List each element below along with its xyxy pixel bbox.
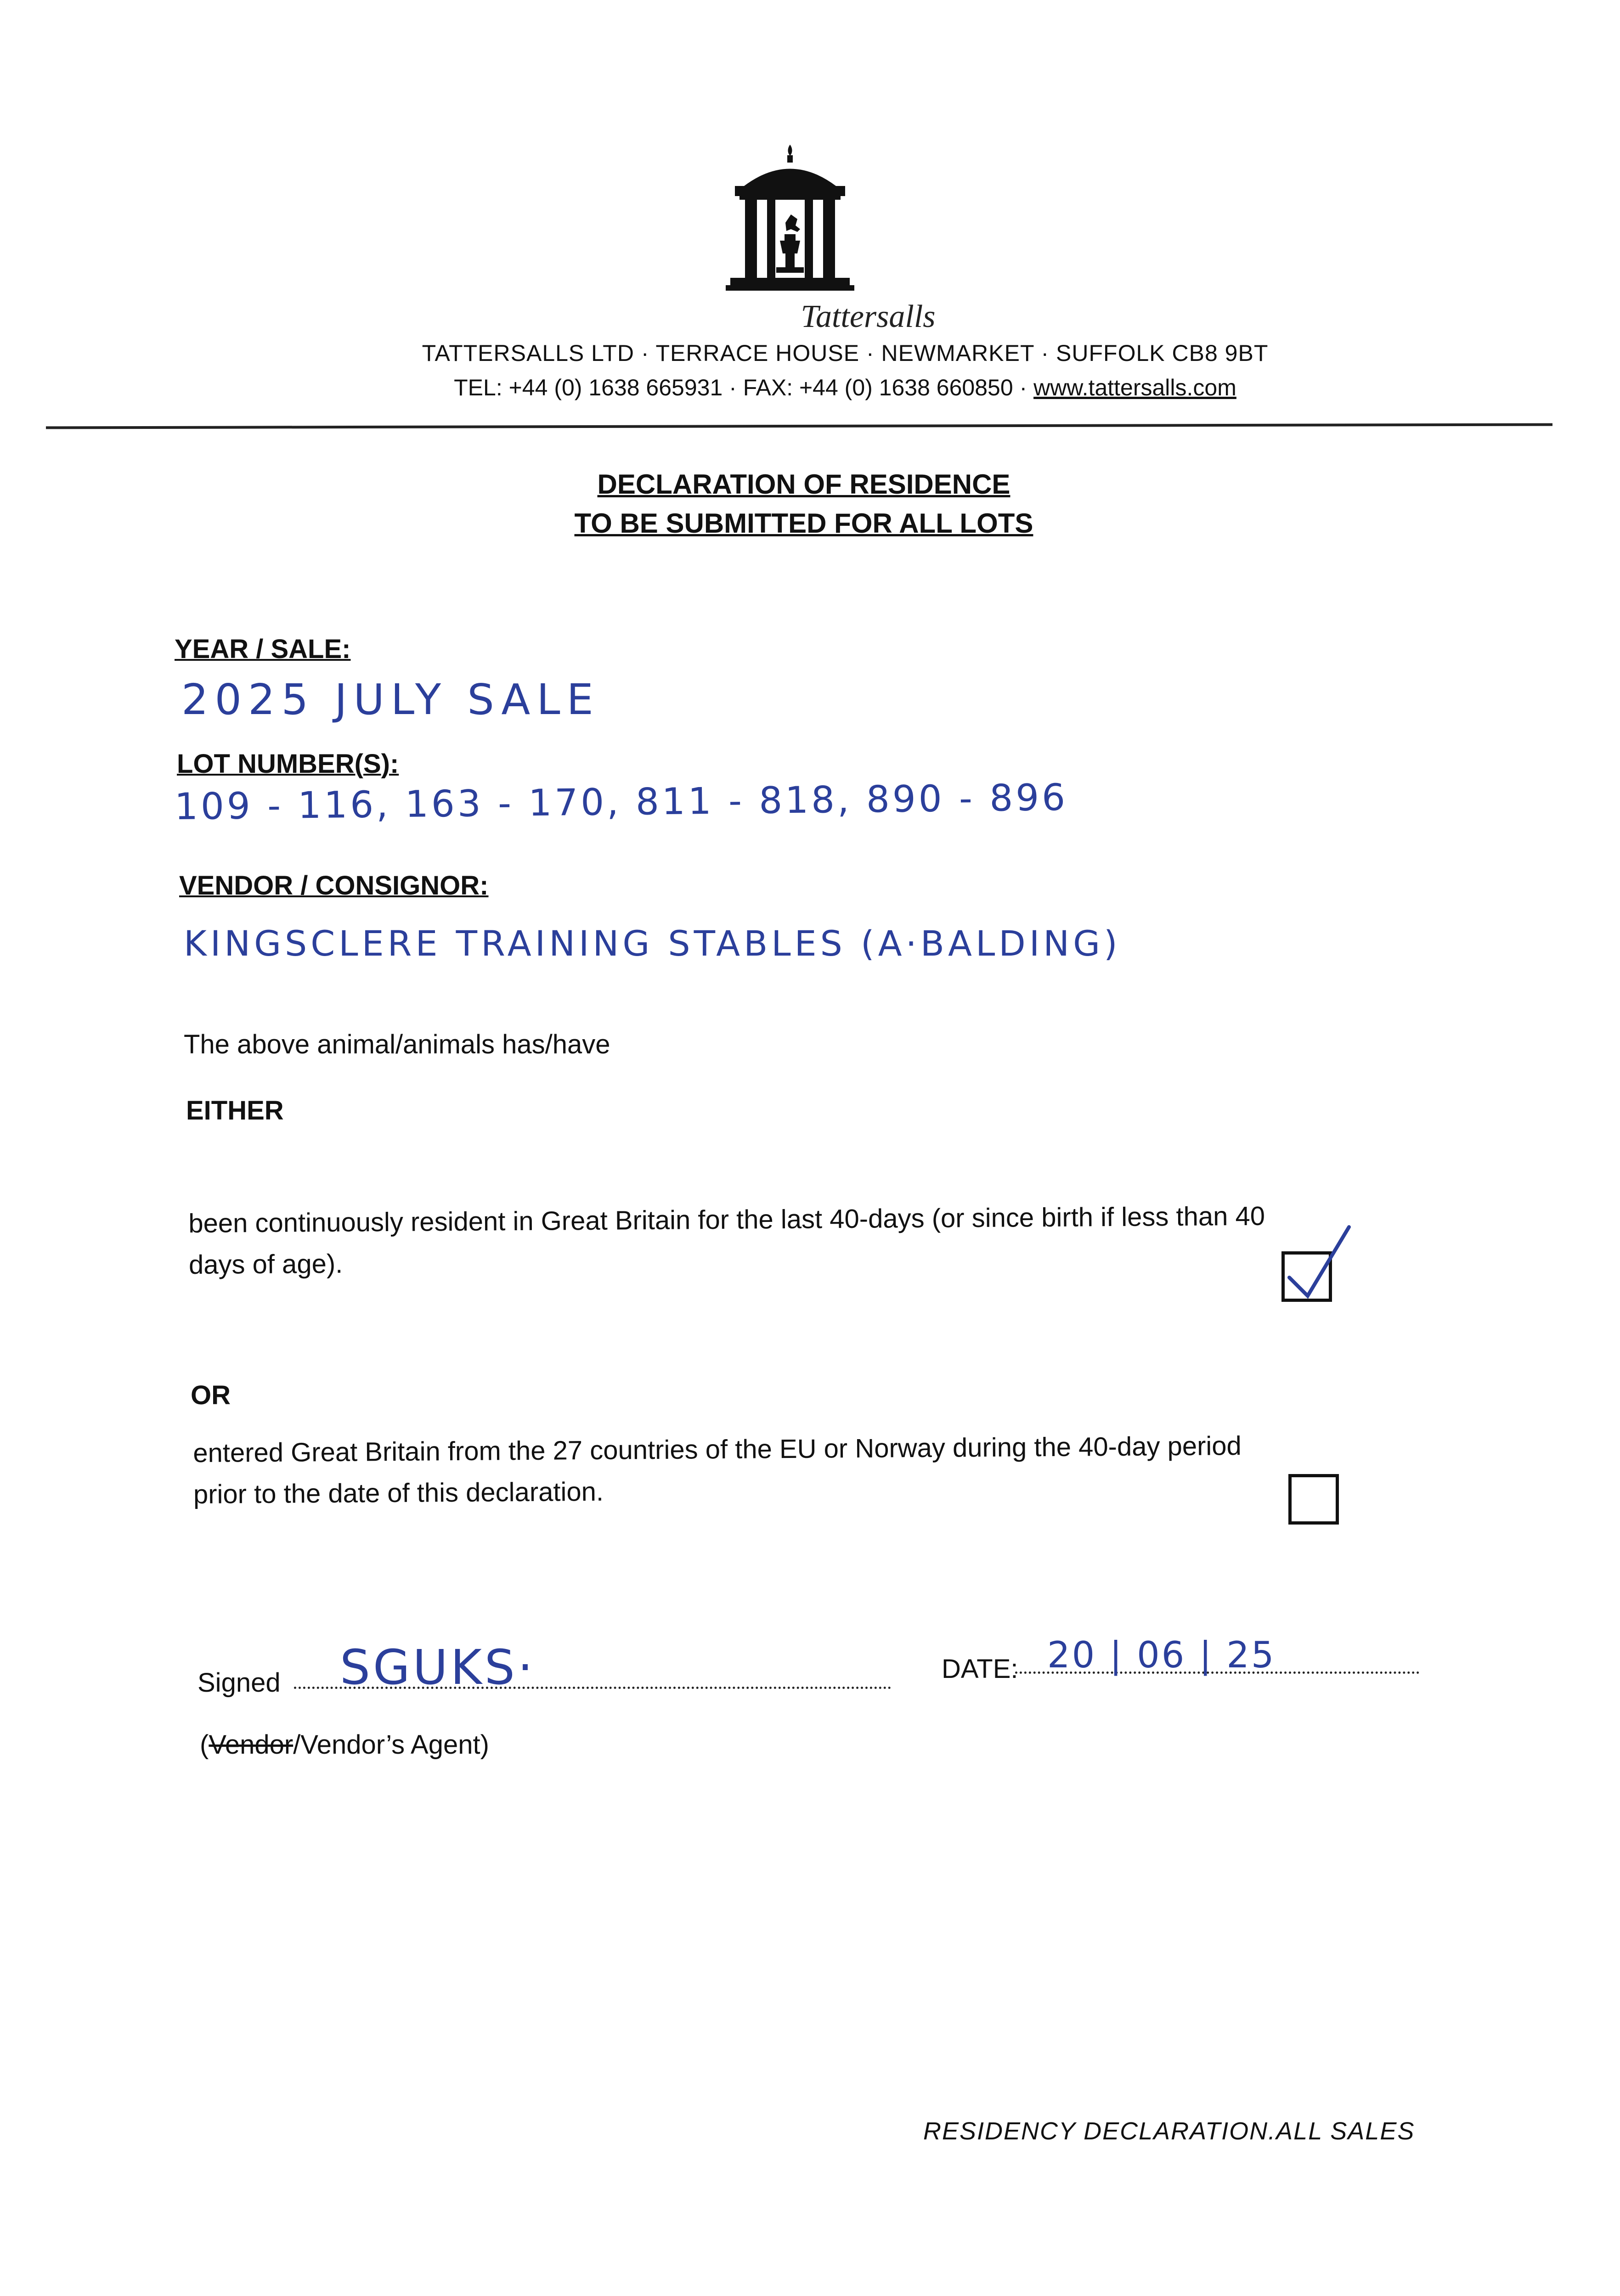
vendor-label: VENDOR / CONSIGNOR: — [179, 871, 489, 900]
date-label: DATE: — [942, 1654, 1018, 1684]
website-link[interactable]: www.tattersalls.com — [1033, 375, 1236, 400]
option1-line2: days of age). — [188, 1249, 343, 1280]
checkmark-icon — [1280, 1222, 1354, 1310]
option1-line1: been continuously resident in Great Britain for the last 40-days (or since birth if less than 40 — [188, 1201, 1265, 1238]
lot-numbers-value[interactable]: 109 - 116, 163 - 170, 811 - 818, 890 - 896 — [174, 776, 1068, 828]
statement-intro: The above animal/animals has/have — [184, 1030, 610, 1059]
contact-numbers: TEL: +44 (0) 1638 665931 · FAX: +44 (0) 1638 660850 · — [454, 375, 1034, 400]
or-label: OR — [191, 1380, 231, 1410]
option1-text — [188, 1196, 1265, 1286]
vendor-value[interactable]: KINGSCLERE TRAINING STABLES (A·BALDING) — [184, 923, 1121, 964]
header-divider — [46, 423, 1552, 429]
form-subtitle: TO BE SUBMITTED FOR ALL LOTS — [574, 508, 1033, 539]
date-value[interactable]: 20 | 06 | 25 — [1047, 1635, 1276, 1676]
address-line: TATTERSALLS LTD · TERRACE HOUSE · NEWMARKET · SUFFOLK CB8 9BT — [422, 340, 1269, 366]
role-rest: /Vendor’s Agent) — [293, 1730, 489, 1760]
footer-form-name: RESIDENCY DECLARATION.ALL SALES — [923, 2117, 1415, 2145]
brand-name: Tattersalls — [801, 299, 936, 334]
contact-line — [322, 374, 1369, 401]
signed-label: Signed — [198, 1668, 281, 1698]
either-label: EITHER — [186, 1096, 284, 1125]
form-title: DECLARATION OF RESIDENCE — [597, 469, 1010, 500]
role-open: ( — [200, 1730, 209, 1760]
lot-numbers-label: LOT NUMBER(S): — [177, 749, 399, 779]
tattersalls-logo — [717, 142, 864, 298]
option2-line1: entered Great Britain from the 27 countries of the EU or Norway during the 40-day period — [193, 1431, 1242, 1468]
option2-line2: prior to the date of this declaration. — [193, 1476, 604, 1509]
option2-text — [193, 1425, 1242, 1515]
option2-checkbox[interactable] — [1288, 1474, 1339, 1525]
role-struck: Vendor — [209, 1730, 294, 1760]
option1-checkbox[interactable] — [1281, 1251, 1332, 1302]
signature-value[interactable]: SGUKS· — [340, 1639, 536, 1695]
year-sale-label: YEAR / SALE: — [175, 634, 351, 664]
signer-role — [200, 1724, 489, 1766]
year-sale-value[interactable]: 2025 JULY SALE — [181, 675, 600, 724]
